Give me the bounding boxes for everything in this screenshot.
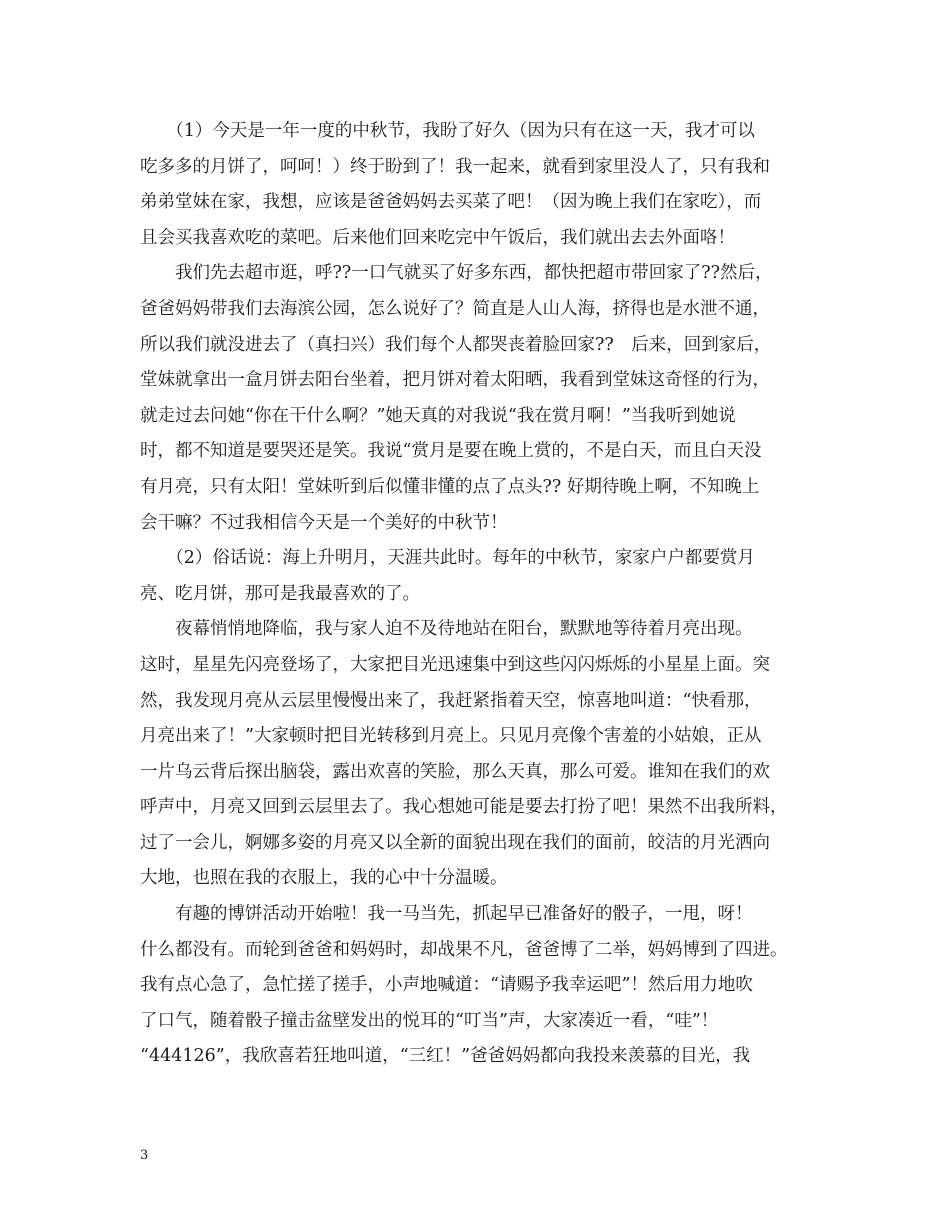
text-line: （1）今天是一年一度的中秋节，我盼了好久（因为只有在这一天，我才可以 — [140, 121, 755, 141]
text-line: 然，我发现月亮从云层里慢慢出来了，我赶紧指着天空，惊喜地叫道：“快看那， — [140, 690, 762, 711]
text-line: 弟弟堂妹在家，我想，应该是爸爸妈妈去买菜了吧！（因为晚上我们在家吃），而 — [140, 192, 762, 213]
text-line: 过了一会儿，婀娜多姿的月亮又以全新的面貌出现在我们的面前，皎洁的月光洒向 — [140, 832, 770, 853]
text-line: 这时，星星先闪亮登场了，大家把目光迅速集中到这些闪闪烁烁的小星星上面。突 — [140, 654, 770, 675]
text-line: 所以我们就没进去了（真扫兴）我们每个人都哭丧着脸回家?? 后来，回到家后， — [140, 334, 772, 355]
text-line: 月亮出来了！”大家顿时把目光转移到月亮上。只见月亮像个害羞的小姑娘，正从 — [140, 726, 762, 747]
text-line: 爸爸妈妈带我们去海滨公园，怎么说好了？简直是人山人海，挤得也是水泄不通， — [140, 298, 770, 319]
text-line: 大地，也照在我的衣服上，我的心中十分温暖。 — [140, 868, 508, 889]
text-line: 夜幕悄悄地降临，我与家人迫不及待地站在阳台，默默地等待着月亮出现。 — [140, 619, 753, 640]
body-text — [140, 114, 830, 1075]
text-line: 了口气，随着骰子撞击盆壁发出的悦耳的“叮当”声，大家凑近一看，“哇”！ — [140, 1010, 719, 1031]
text-line: 就走过去问她“你在干什么啊？”她天真的对我说“我在赏月啊！”当我听到她说 — [140, 405, 736, 426]
text-line: 亮、吃月饼，那可是我最喜欢的了。 — [140, 583, 420, 604]
text-line: “444126”，我欣喜若狂地叫道，“三红！”爸爸妈妈都向我投来羡慕的目光，我 — [140, 1046, 751, 1067]
page-number: 3 — [140, 1148, 149, 1163]
text-line: 堂妹就拿出一盒月饼去阳台坐着，把月饼对着太阳晒，我看到堂妹这奇怪的行为， — [140, 370, 770, 391]
text-line: 且会买我喜欢吃的菜吧。后来他们回来吃完中午饭后，我们就出去去外面咯！ — [140, 227, 735, 248]
text-line: 时，都不知道是要哭还是笑。我说“赏月是要在晚上赏的，不是白天，而且白天没 — [140, 441, 762, 462]
text-line: 有月亮，只有太阳！堂妹听到后似懂非懂的点了点头?? 好期待晚上啊，不知晚上 — [140, 476, 760, 497]
text-line: （2）俗话说：海上升明月，天涯共此时。每年的中秋节，家家户户都要赏月 — [140, 548, 755, 569]
text-line: 一片乌云背后探出脑袋，露出欢喜的笑脸，那么天真，那么可爱。谁知在我们的欢 — [140, 761, 770, 782]
text-line: 会干嘛？不过我相信今天是一个美好的中秋节！ — [140, 512, 508, 533]
text-line: 我有点心急了，急忙搓了搓手，小声地喊道：“请赐予我幸运吧”！然后用力地吹 — [140, 975, 753, 996]
text-line: 我们先去超市逛，呼??一口气就买了好多东西，都快把超市带回家了??然后， — [140, 263, 773, 284]
text-line: 呼声中，月亮又回到云层里去了。我心想她可能是要去打扮了吧！果然不出我所料， — [140, 797, 788, 818]
text-line: 吃多多的月饼了，呵呵！）终于盼到了！我一起来，就看到家里没人了，只有我和 — [140, 156, 770, 177]
text-line: 什么都没有。而轮到爸爸和妈妈时，却战果不凡，爸爸博了二举，妈妈博到了四进。 — [140, 939, 788, 960]
text-line: 有趣的博饼活动开始啦！我一马当先，抓起早已准备好的骰子，一甩，呀！ — [140, 904, 753, 925]
